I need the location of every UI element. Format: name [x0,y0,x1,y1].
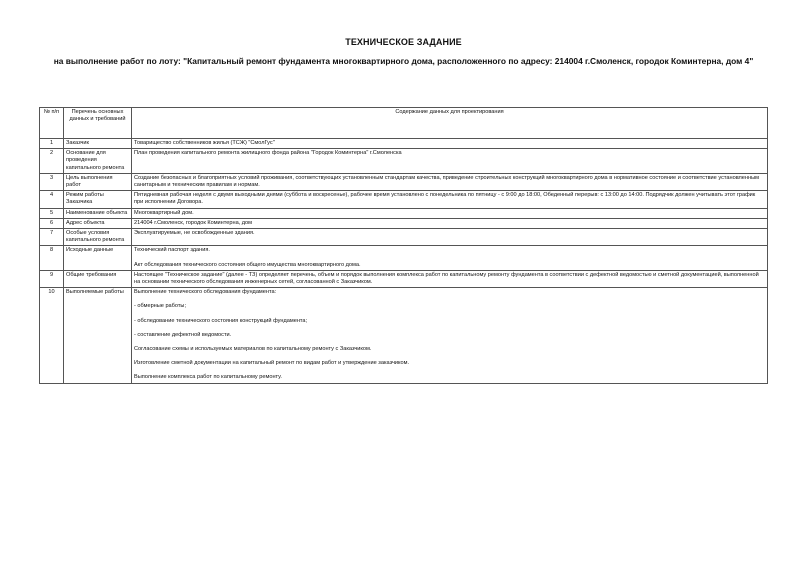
document-title: ТЕХНИЧЕСКОЕ ЗАДАНИЕ [345,37,462,47]
row-content: Многоквартирный дом. [132,208,768,218]
row-content: Пятидневная рабочая неделя с двумя выходными днями (суббота и воскресенье), рабочее время установлено с понедельника по пятницу - с 9:00 до 18:00, Обеденный перерыв: с 13:00 до 14:00. Подрядчик должен учитывать этот график при исполнении Договора. [132,191,768,208]
row-name: Заказчик [64,139,132,149]
content-line: Акт обследования технического состояния общего имущества многоквартирного дома. [134,261,361,268]
table-row [40,229,768,246]
row-num: 4 [40,191,64,208]
row-content: Создание безопасных и благоприятных условий проживания, соответствующих установленным стандартам качества, приведение строительных конструкций многоквартирного дома в нормативное состояние и соответствие установленным санитарным и техническим правилам и нормам. [132,173,768,190]
table-row [40,218,768,228]
table-row [40,270,768,287]
row-num: 1 [40,139,64,149]
row-content: 214004 г.Смоленск, городок Коминтерна, дом [132,218,768,228]
row-num: 8 [40,246,64,270]
table-header-row [40,108,768,139]
row-num: 6 [40,218,64,228]
row-content: Товарищество собственников жилья (ТСЖ) "СмолГус" [132,139,768,149]
row-name: Особые условия капитального ремонта [64,229,132,246]
row-content: План проведения капитального ремонта жилищного фонда района "Городок Коминтерна" г.Смоленска [132,149,768,174]
row-content: Эксплуатируемые, не освобожденные здания. [132,229,768,246]
content-line: Технический паспорт здания. [134,247,210,254]
row-num: 9 [40,270,64,287]
table-row [40,208,768,218]
row-num: 2 [40,149,64,174]
header-name: Перечень основных данных и требований [64,108,132,139]
content-line: - обследование технического состояния конструкций фундамента; [134,317,308,324]
row-content: Настоящее "Техническое задание" (далее - ТЗ) определяет перечень, объем и порядок выполнения комплекса работ по капитальному ремонту фундамента в соответствии с дефектной ведомостью и сметной документацией, выполненной на основании технического обследования инженерных сетей, согласованной с Заказчиком. [132,270,768,287]
content-line: Изготовление сметной документации на капитальный ремонт по видам работ и утверждение заказчиком. [134,360,410,367]
row-name: Выполняемые работы [64,288,132,383]
row-content [132,288,768,383]
row-content [132,246,768,270]
content-line: Выполнение технического обследования фундамента: [134,289,277,296]
row-name: Наименование объекта [64,208,132,218]
row-name: Режим работы Заказчика [64,191,132,208]
table-row [40,191,768,208]
content-line: - обмерные работы; [134,303,187,310]
row-num: 10 [40,288,64,383]
row-name: Цель выполнения работ [64,173,132,190]
content-line: Выполнение комплекса работ по капитальному ремонту. [134,374,282,381]
content-line: Согласование схемы и используемых материалов по капитальному ремонту с Заказчиком. [134,346,372,353]
row-num: 5 [40,208,64,218]
row-num: 3 [40,173,64,190]
table-row [40,288,768,383]
table-row [40,246,768,270]
header-num: № п/п [40,108,64,139]
table-row [40,149,768,174]
row-name: Основание для проведения капитального ремонта [64,149,132,174]
row-name: Адрес объекта [64,218,132,228]
header-content: Содержание данных для проектирования [132,108,768,139]
content-line: - составление дефектной ведомости. [134,331,232,338]
row-name: Общие требования [64,270,132,287]
document-subtitle: на выполнение работ по лоту: "Капитальный ремонт фундамента многоквартирного дома, расположенного по адресу: 214004 г.Смоленск, городок Коминтерна, дом 4" [53,56,754,66]
table-row [40,139,768,149]
row-num: 7 [40,229,64,246]
row-name: Исходные данные [64,246,132,270]
table-row [40,173,768,190]
specification-table [39,107,768,384]
